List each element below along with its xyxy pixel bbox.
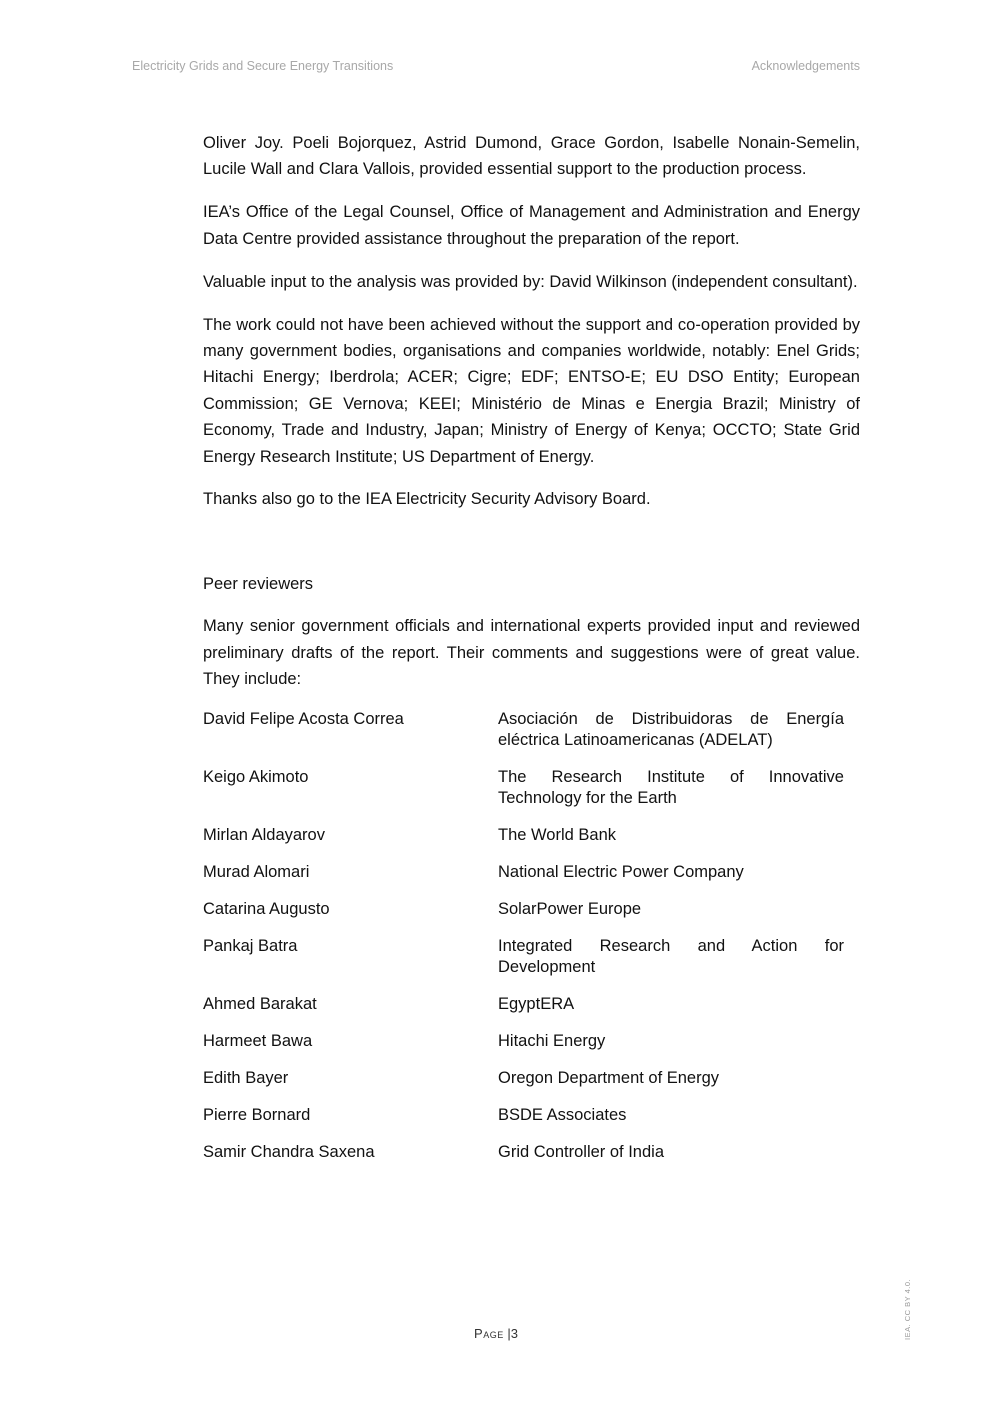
reviewer-organisation: BSDE Associates bbox=[498, 1106, 627, 1124]
reviewer-organisation: Asociación de Distribuidoras de Energía eléctrica Latinoamericanas (ADELAT) bbox=[498, 710, 844, 749]
main-text-column bbox=[203, 130, 860, 1179]
reviewer-row bbox=[203, 1031, 860, 1052]
page-separator: | bbox=[507, 1326, 511, 1341]
reviewer-name: Ahmed Barakat bbox=[203, 995, 317, 1013]
reviewer-row bbox=[203, 1142, 860, 1163]
peer-reviewers-intro: Many senior government officials and international experts provided input and reviewed preliminary drafts of the report. Their comments and suggestions were of great value. They include: bbox=[203, 617, 860, 689]
reviewer-row bbox=[203, 994, 860, 1015]
reviewer-row bbox=[203, 767, 860, 809]
reviewer-name: Samir Chandra Saxena bbox=[203, 1143, 375, 1161]
reviewer-organisation: Grid Controller of India bbox=[498, 1143, 664, 1161]
reviewer-name: Pankaj Batra bbox=[203, 937, 298, 955]
reviewer-row bbox=[203, 709, 860, 751]
reviewer-organisation: The World Bank bbox=[498, 826, 616, 844]
reviewer-organisation: Hitachi Energy bbox=[498, 1032, 606, 1050]
page-label: Page bbox=[474, 1326, 504, 1341]
page-footer bbox=[0, 1326, 992, 1341]
paragraph-advisory-board: Thanks also go to the IEA Electricity Security Advisory Board. bbox=[203, 490, 651, 509]
reviewer-name: Keigo Akimoto bbox=[203, 768, 309, 786]
reviewer-name: Pierre Bornard bbox=[203, 1106, 311, 1124]
reviewer-row bbox=[203, 936, 860, 978]
reviewer-name: Mirlan Aldayarov bbox=[203, 826, 325, 844]
reviewer-organisation: SolarPower Europe bbox=[498, 900, 642, 918]
reviewer-name: Edith Bayer bbox=[203, 1069, 289, 1087]
reviewer-row bbox=[203, 1068, 860, 1089]
reviewer-row bbox=[203, 825, 860, 846]
reviewer-row bbox=[203, 899, 860, 920]
reviewer-name: Catarina Augusto bbox=[203, 900, 330, 918]
reviewer-organisation: The Research Institute of Innovative Technology for the Earth bbox=[498, 768, 844, 807]
running-header-title: Electricity Grids and Secure Energy Transitions bbox=[132, 59, 394, 73]
license-note: IEA. CC BY 4.0. bbox=[903, 1278, 912, 1340]
reviewer-organisation: Integrated Research and Action for Development bbox=[498, 937, 844, 976]
reviewer-list bbox=[203, 709, 860, 1163]
paragraph-valuable-input: Valuable input to the analysis was provided by: David Wilkinson (independent consultant). bbox=[203, 272, 858, 291]
reviewer-organisation: EgyptERA bbox=[498, 995, 575, 1013]
reviewer-name: Harmeet Bawa bbox=[203, 1032, 313, 1050]
paragraph-production-support: Oliver Joy. Poeli Bojorquez, Astrid Dumond, Grace Gordon, Isabelle Nonain-Semelin, Lucile Wall and Clara Vallois, provided essential support to the production process. bbox=[203, 134, 860, 179]
reviewer-name: Murad Alomari bbox=[203, 863, 310, 881]
paragraph-legal-counsel: IEA’s Office of the Legal Counsel, Office of Management and Administration and Energy Data Centre provided assistance throughout the preparation of the report. bbox=[203, 203, 860, 248]
running-header-section: Acknowledgements bbox=[751, 59, 860, 73]
reviewer-row bbox=[203, 862, 860, 883]
reviewer-row bbox=[203, 1105, 860, 1126]
peer-reviewers-heading: Peer reviewers bbox=[203, 574, 314, 593]
paragraph-cooperation: The work could not have been achieved without the support and co-operation provided by many government bodies, organisations and companies worldwide, notably: Enel Grids; Hitachi Energy; Iberdrola; ACER; Cigre; EDF; ENTSO-E; EU DSO Entity; European Commission; GE Vernova; KEEI; Ministério de Minas e Energia Brazil; Ministry of Economy, Trade and Industry, Japan; Ministry of Energy of Kenya; OCCTO; State Grid Energy Research Institute; US Department of Energy. bbox=[203, 315, 860, 466]
reviewer-name: David Felipe Acosta Correa bbox=[203, 710, 404, 728]
reviewer-organisation: Oregon Department of Energy bbox=[498, 1069, 720, 1087]
page-number: 3 bbox=[510, 1326, 518, 1341]
reviewer-organisation: National Electric Power Company bbox=[498, 863, 744, 881]
